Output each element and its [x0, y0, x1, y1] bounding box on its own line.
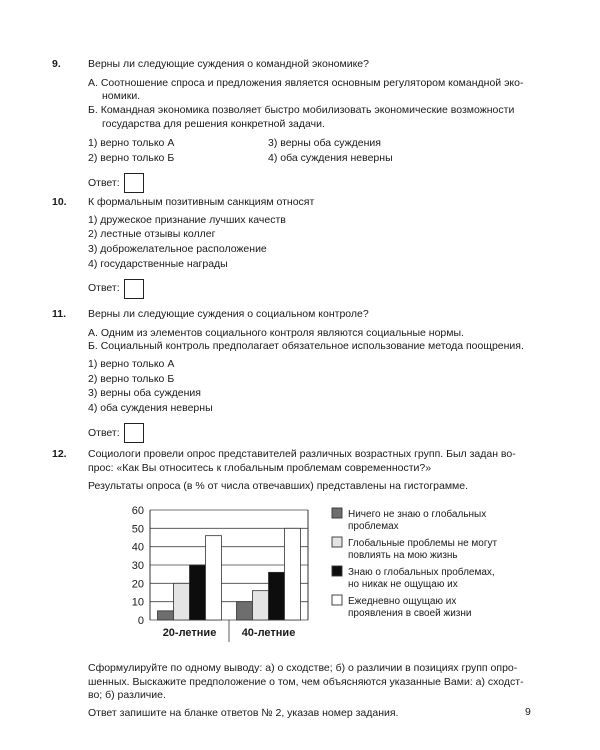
answer-option: 4) оба суждения неверны	[88, 401, 213, 414]
question-12-task	[52, 662, 552, 721]
page-number: 9	[525, 706, 531, 718]
legend-swatch	[332, 566, 342, 576]
x-tick-label: 40-летние	[241, 627, 296, 639]
question-text: Верны ли следующие суждения о социальном контроле?	[88, 308, 369, 320]
chart-legend	[332, 508, 498, 619]
task-text-line: во; б) различие.	[88, 689, 166, 702]
legend-label: но никак не ощущаю их	[348, 579, 458, 590]
answer-label: Ответ:	[88, 282, 120, 295]
answer-option: 4) государственные награды	[88, 257, 228, 270]
answer-options	[88, 358, 552, 416]
statement-a-line: А. Соотношение спроса и предложения является основным регулятором командной эко-	[88, 76, 524, 89]
question-12	[52, 448, 552, 494]
final-instruction: Ответ запишите на бланке ответов № 2, указав номер задания.	[88, 706, 399, 719]
legend-label: проявления в своей жизни	[348, 608, 472, 619]
bar	[174, 583, 190, 620]
y-tick-label: 50	[131, 523, 144, 536]
statement-a: А. Одним из элементов социального контроля являются социальные нормы.	[88, 326, 464, 339]
answer-option: 3) верны оба суждения	[88, 387, 201, 400]
answer-box[interactable]	[124, 173, 144, 193]
y-tick-label: 60	[131, 505, 144, 517]
answer-option: 2) верно только Б	[88, 372, 175, 385]
legend-swatch	[332, 537, 342, 547]
y-tick-label: 0	[137, 615, 144, 627]
question-10	[52, 196, 552, 299]
answer-row	[88, 423, 552, 443]
question-number: 12.	[52, 448, 67, 460]
y-tick-label: 40	[131, 541, 144, 554]
answer-label: Ответ:	[88, 426, 120, 439]
answer-option: 1) дружеское признание лучших качеств	[88, 213, 286, 226]
y-tick-label: 20	[131, 578, 144, 591]
question-text: Верны ли следующие суждения о командной экономике?	[88, 58, 369, 70]
bar	[269, 572, 285, 620]
answer-label: Ответ:	[88, 176, 120, 189]
chart-y-ticks	[132, 505, 144, 627]
answer-box[interactable]	[124, 423, 144, 443]
chart-intro: Результаты опроса (в % от числа отвечавших) представлены на гистограмме.	[88, 480, 469, 493]
question-text: К формальным позитивным санкциям относят	[88, 196, 315, 208]
legend-label: Ничего не знаю о глобальных	[348, 509, 487, 520]
legend-swatch	[332, 508, 342, 518]
bar	[190, 565, 206, 620]
answer-option: 1) верно только А	[88, 137, 175, 150]
answer-options	[88, 214, 552, 272]
x-tick-label: 20-летние	[162, 627, 217, 639]
chart-x-ticks	[163, 620, 296, 642]
question-text	[88, 448, 552, 475]
y-tick-label: 10	[131, 596, 144, 609]
answer-option: 2) верно только Б	[88, 151, 175, 164]
answer-options	[88, 137, 552, 165]
bar	[285, 528, 301, 620]
answer-option: 3) верны оба суждения	[268, 137, 381, 150]
statement-b-line: государства для решения конкретной задачи.	[102, 117, 325, 130]
statement-b-line: Б. Командная экономика позволяет быстро мобилизовать экономические возможности	[88, 103, 515, 116]
answer-option: 2) лестные отзывы коллег	[88, 228, 216, 241]
task-text	[88, 662, 552, 703]
answer-row	[88, 173, 552, 193]
question-number: 9.	[52, 58, 61, 70]
statement-b: Б. Социальный контроль предполагает обязательное использование метода поощрения.	[88, 340, 524, 353]
answer-option: 3) доброжелательное расположение	[88, 242, 267, 255]
task-text-line: шенных. Выскажите предположение о том, чем объясняются указанные Вами: а) сходст-	[88, 675, 524, 688]
question-number: 11.	[52, 308, 67, 320]
bar	[253, 591, 269, 620]
question-11	[52, 308, 552, 443]
answer-option: 1) верно только А	[88, 357, 175, 370]
legend-label: проблемах	[348, 521, 399, 532]
answer-option: 4) оба суждения неверны	[268, 151, 393, 164]
question-text-line: Социологи провели опрос представителей различных возрастных групп. Был задан во-	[88, 448, 516, 460]
question-text-line: прос: «Как Вы относитесь к глобальным проблемам современности?»	[88, 461, 432, 474]
legend-label: Глобальные проблемы не могут	[348, 538, 498, 549]
chart-bars	[158, 528, 301, 620]
legend-swatch	[332, 595, 342, 605]
legend-label: Знаю о глобальных проблемах,	[348, 567, 495, 578]
question-9	[52, 58, 552, 193]
statement-a-line: номики.	[102, 90, 141, 103]
question-number: 10.	[52, 196, 67, 208]
bar	[237, 602, 253, 620]
statement-b	[88, 104, 552, 131]
y-tick-label: 30	[131, 560, 144, 572]
bar	[158, 611, 174, 620]
answer-row	[88, 279, 552, 299]
histogram-chart	[110, 500, 550, 648]
task-text-line: Сформулируйте по одному выводу: а) о сходстве; б) о различии в позициях групп опро-	[88, 662, 518, 674]
answer-box[interactable]	[124, 279, 144, 299]
bar	[206, 536, 222, 620]
statement-a	[88, 77, 552, 104]
legend-label: повлиять на мою жизнь	[348, 550, 458, 561]
legend-label: Ежедневно ощущаю их	[348, 596, 457, 607]
